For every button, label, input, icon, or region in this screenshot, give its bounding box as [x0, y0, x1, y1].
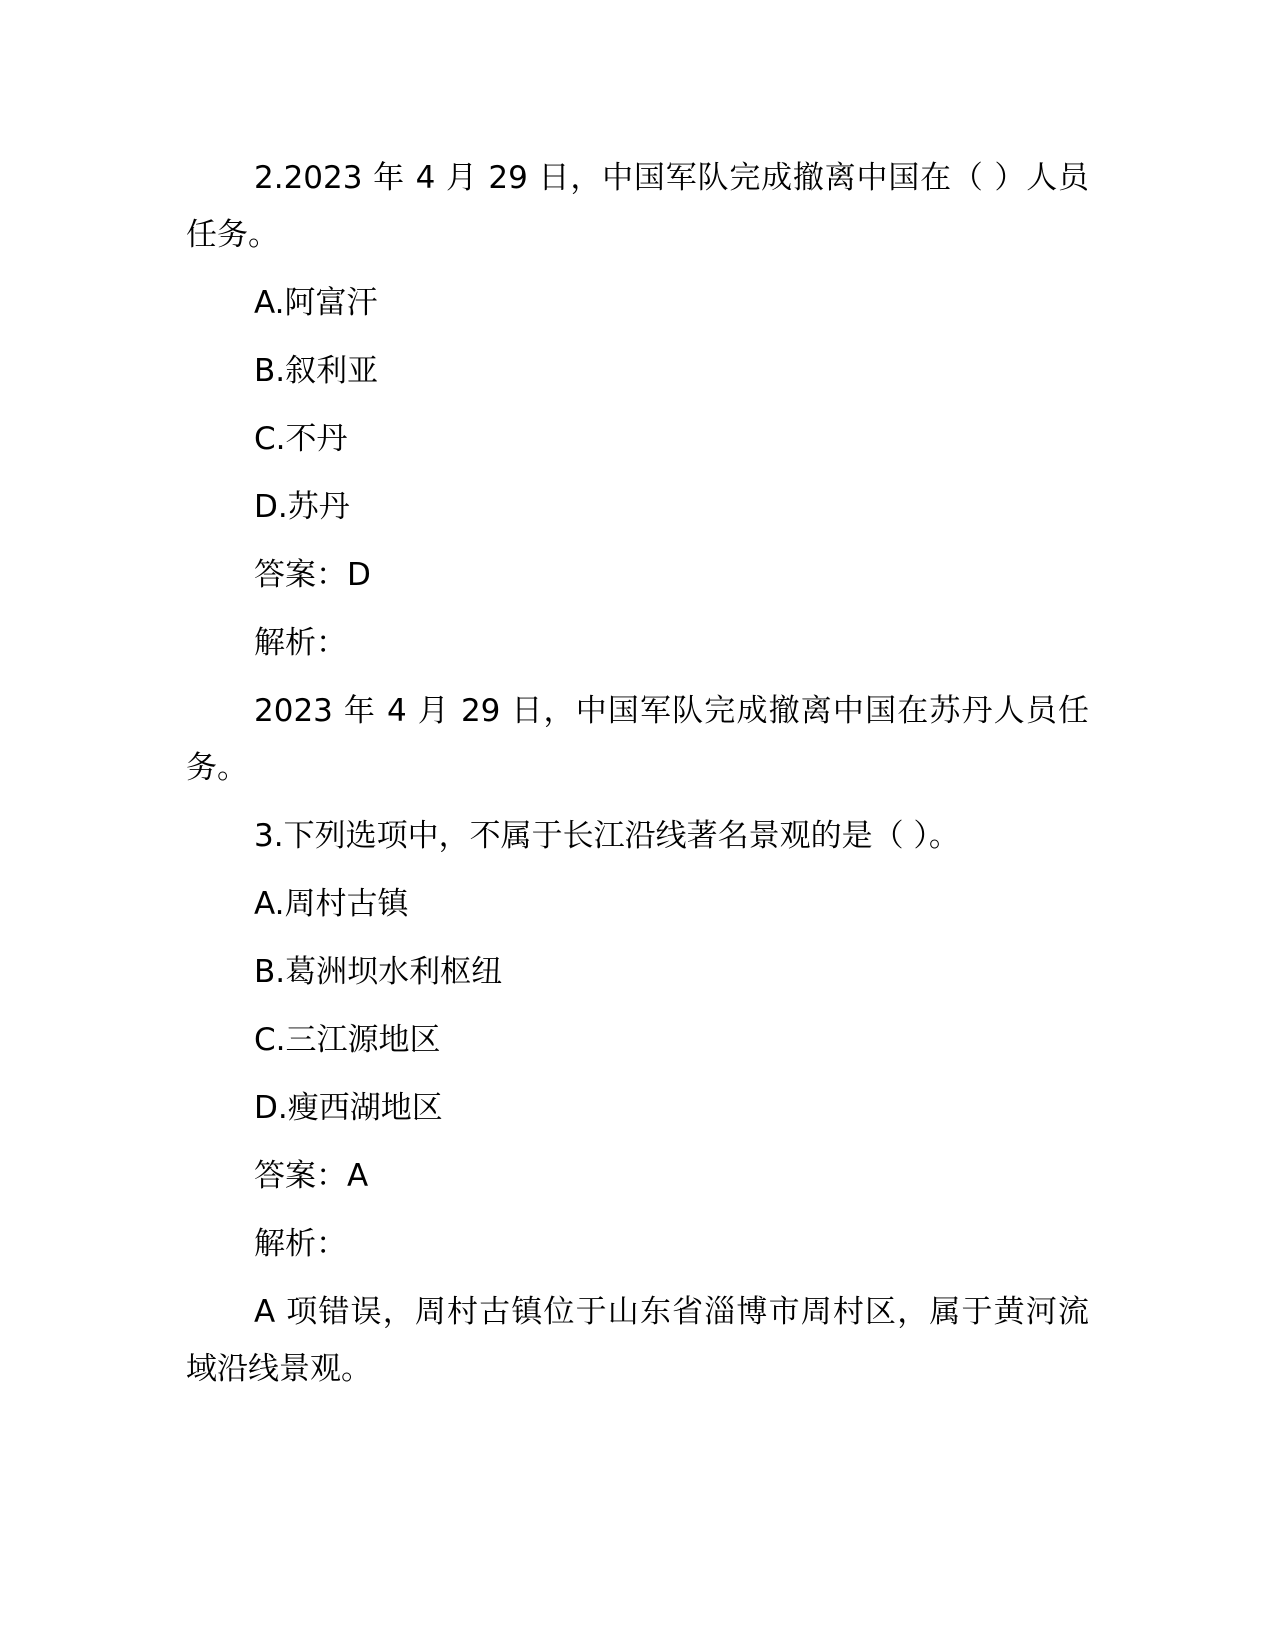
question-3-analysis: A 项错误，周村古镇位于山东省淄博市周村区，属于黄河流域沿线景观。 — [186, 1294, 1089, 1387]
question-2-analysis: 2023 年 4 月 29 日，中国军队完成撤离中国在苏丹人员任务。 — [186, 693, 1089, 786]
question-3-option-d: D.瘦西湖地区 — [254, 1090, 443, 1126]
question-2-option-b: B.叙利亚 — [254, 353, 379, 389]
question-2-stem: 2.2023 年 4 月 29 日，中国军队完成撤离中国在（ ）人员任务。 — [186, 160, 1089, 253]
question-2-option-d: D.苏丹 — [254, 489, 350, 525]
question-2-analysis-label: 解析： — [254, 625, 347, 661]
question-2-option-a: A.阿富汗 — [254, 285, 378, 321]
document-body — [186, 150, 1089, 1409]
question-2-option-c: C.不丹 — [254, 421, 348, 457]
question-3-stem: 3.下列选项中，不属于长江沿线著名景观的是（ ）。 — [254, 818, 960, 854]
question-3-option-c: C.三江源地区 — [254, 1022, 441, 1058]
question-3-option-a: A.周村古镇 — [254, 886, 409, 922]
question-3-answer: 答案：A — [254, 1158, 369, 1194]
question-2-answer: 答案：D — [254, 557, 371, 593]
question-3-option-b: B.葛洲坝水利枢纽 — [254, 954, 503, 990]
question-3-analysis-label: 解析： — [254, 1226, 347, 1262]
